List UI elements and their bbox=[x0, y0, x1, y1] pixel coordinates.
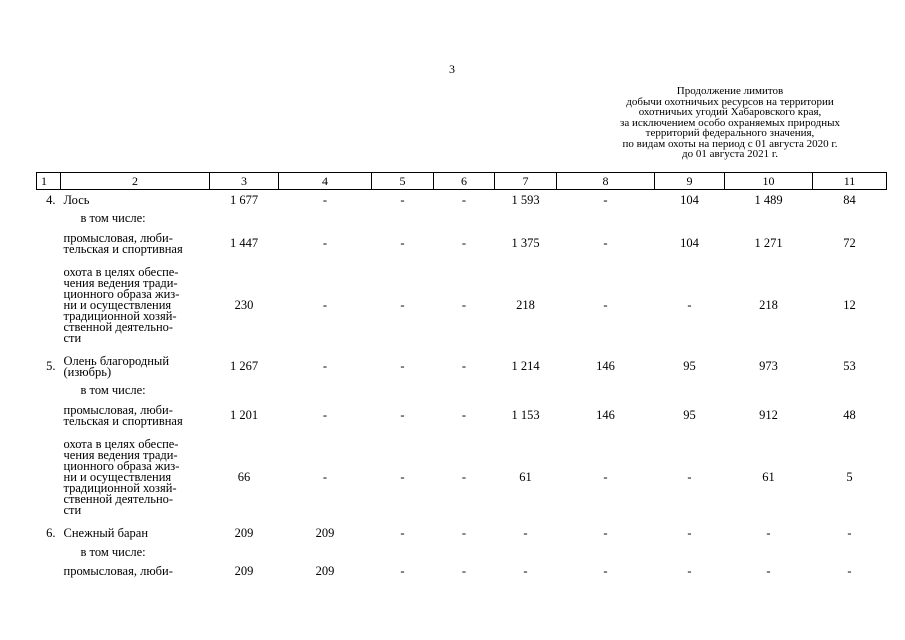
row-number bbox=[37, 562, 61, 582]
caption-line: Продолжение лимитов bbox=[676, 85, 784, 97]
name-line: ни и осуществления bbox=[63, 470, 172, 484]
name-line: в том числе: bbox=[80, 545, 146, 559]
name-line: Олень благородный bbox=[63, 353, 170, 368]
row-number bbox=[37, 544, 61, 562]
cell-col-8: - bbox=[603, 526, 608, 540]
cell-col-9 bbox=[655, 210, 725, 228]
species-name bbox=[61, 562, 210, 582]
table-caption bbox=[590, 86, 870, 160]
row-number bbox=[37, 260, 61, 352]
table-row bbox=[37, 544, 887, 562]
cell-col-5: - bbox=[400, 470, 405, 484]
cell-col-10 bbox=[725, 544, 813, 562]
cell-col-5: - bbox=[400, 193, 405, 208]
table-row bbox=[37, 432, 887, 524]
caption-line: добычи охотничьих ресурсов на территории bbox=[626, 95, 834, 108]
cell-col-7: 1 153 bbox=[511, 408, 540, 422]
name-line: Лось bbox=[63, 193, 90, 208]
cell-col-5: - bbox=[400, 526, 405, 540]
limits-table bbox=[36, 172, 887, 582]
cell-col-5 bbox=[372, 382, 434, 400]
cell-col-4: - bbox=[322, 470, 328, 484]
species-name bbox=[61, 228, 210, 260]
cell-col-3 bbox=[210, 210, 279, 228]
cell-col-4: 209 bbox=[315, 564, 335, 578]
cell-col-3: 209 bbox=[234, 526, 254, 540]
cell-col-5 bbox=[372, 210, 434, 228]
table-row bbox=[37, 524, 887, 544]
caption-line: за исключением особо охраняемых природных bbox=[619, 116, 841, 129]
cell-col-10 bbox=[725, 382, 813, 400]
cell-col-10: 61 bbox=[762, 470, 775, 484]
cell-col-10 bbox=[725, 210, 813, 228]
cell-col-8: - bbox=[603, 236, 608, 250]
column-header-7: 7 bbox=[495, 173, 557, 190]
cell-col-7: 218 bbox=[516, 298, 535, 312]
cell-col-10: - bbox=[766, 564, 771, 578]
subcategory-label bbox=[61, 382, 210, 400]
subcategory-label bbox=[61, 544, 210, 562]
species-name bbox=[61, 190, 210, 210]
name-line: охота в целях обеспе- bbox=[63, 265, 179, 279]
cell-col-6: - bbox=[461, 298, 467, 312]
cell-col-4: - bbox=[322, 236, 328, 250]
name-line: промысловая, люби- bbox=[63, 402, 173, 417]
cell-col-5: - bbox=[400, 564, 405, 578]
cell-col-11 bbox=[813, 544, 887, 562]
row-number bbox=[37, 228, 61, 260]
cell-col-11: 5 bbox=[846, 470, 853, 484]
cell-col-11 bbox=[813, 210, 887, 228]
cell-col-8: - bbox=[603, 470, 608, 484]
cell-col-7: - bbox=[523, 564, 528, 578]
cell-col-4: - bbox=[322, 359, 328, 373]
name-line: охота в целях обеспе- bbox=[63, 437, 179, 451]
cell-col-11: 84 bbox=[843, 193, 856, 208]
cell-col-6: - bbox=[461, 193, 467, 208]
row-number bbox=[37, 432, 61, 524]
table-row bbox=[37, 228, 887, 260]
cell-col-4 bbox=[279, 382, 372, 400]
cell-col-9 bbox=[655, 382, 725, 400]
table-row bbox=[37, 382, 887, 400]
cell-col-11 bbox=[813, 382, 887, 400]
table-row bbox=[37, 190, 887, 210]
cell-col-5: - bbox=[400, 236, 405, 250]
page-number: 3 bbox=[449, 62, 455, 76]
cell-col-11: 12 bbox=[843, 298, 856, 312]
cell-col-6 bbox=[434, 544, 495, 562]
cell-col-6: - bbox=[461, 359, 467, 373]
name-line: тельская и спортивная bbox=[63, 413, 183, 428]
name-line: промысловая, люби- bbox=[63, 564, 173, 578]
row-number: 6. bbox=[46, 526, 56, 540]
name-line: сти bbox=[63, 503, 82, 517]
cell-col-11: - bbox=[847, 526, 852, 540]
cell-col-8 bbox=[557, 544, 655, 562]
column-header-1: 1 bbox=[37, 173, 61, 190]
cell-col-6: - bbox=[461, 236, 467, 250]
cell-col-11: 53 bbox=[843, 359, 856, 373]
cell-col-9: 104 bbox=[680, 193, 699, 208]
cell-col-7: 61 bbox=[519, 470, 532, 484]
row-number: 5. bbox=[46, 359, 56, 373]
cell-col-8: - bbox=[603, 193, 608, 208]
column-header-6: 6 bbox=[434, 173, 495, 190]
row-number: 4. bbox=[46, 193, 56, 208]
name-line: сти bbox=[63, 331, 82, 345]
cell-col-3: 1 447 bbox=[229, 236, 259, 250]
name-line: тельская и спортивная bbox=[63, 241, 183, 256]
name-line: чения ведения тради- bbox=[63, 276, 178, 290]
name-line: ственной деятельно- bbox=[63, 320, 174, 334]
caption-line: до 01 августа 2021 г. bbox=[682, 148, 778, 160]
name-line: традиционной хозяй- bbox=[63, 309, 177, 323]
cell-col-7: 1 375 bbox=[511, 236, 540, 250]
name-line: в том числе: bbox=[80, 383, 146, 397]
cell-col-9: - bbox=[687, 564, 692, 578]
column-header-9: 9 bbox=[655, 173, 725, 190]
name-line: традиционной хозяй- bbox=[63, 481, 177, 495]
cell-col-5: - bbox=[400, 359, 405, 373]
name-line: (изюбрь) bbox=[63, 364, 112, 379]
cell-col-9: 95 bbox=[683, 408, 696, 422]
cell-col-3: 209 bbox=[234, 564, 254, 578]
cell-col-5: - bbox=[400, 408, 405, 422]
cell-col-6: - bbox=[461, 564, 467, 578]
cell-col-4 bbox=[279, 544, 372, 562]
cell-col-9: - bbox=[687, 298, 692, 312]
table-row bbox=[37, 562, 887, 582]
column-header-8: 8 bbox=[557, 173, 655, 190]
cell-col-9 bbox=[655, 544, 725, 562]
species-name bbox=[61, 400, 210, 432]
table-row bbox=[37, 210, 887, 228]
cell-col-6: - bbox=[461, 526, 467, 540]
cell-col-10: 973 bbox=[759, 359, 778, 373]
cell-col-4: - bbox=[322, 298, 328, 312]
cell-col-7: 1 214 bbox=[511, 359, 540, 373]
table-row bbox=[37, 352, 887, 382]
table-body bbox=[37, 190, 887, 582]
column-header-11: 11 bbox=[813, 173, 887, 190]
row-number bbox=[37, 210, 61, 228]
name-line: ционного образа жиз- bbox=[63, 459, 180, 473]
row-number bbox=[37, 400, 61, 432]
cell-col-4: - bbox=[322, 408, 328, 422]
cell-col-4: - bbox=[322, 193, 328, 208]
cell-col-8 bbox=[557, 210, 655, 228]
cell-col-11: 72 bbox=[843, 236, 856, 250]
cell-col-3: 66 bbox=[237, 470, 251, 484]
cell-col-4 bbox=[279, 210, 372, 228]
name-line: Снежный баран bbox=[63, 526, 149, 540]
cell-col-8: 146 bbox=[596, 359, 615, 373]
cell-col-10: 1 489 bbox=[754, 193, 783, 208]
cell-col-9: 95 bbox=[683, 359, 696, 373]
cell-col-5: - bbox=[400, 298, 405, 312]
cell-col-11: 48 bbox=[843, 408, 856, 422]
cell-col-10: 912 bbox=[759, 408, 778, 422]
species-name bbox=[61, 352, 210, 382]
table-header bbox=[37, 173, 887, 190]
table-row bbox=[37, 260, 887, 352]
cell-col-7: - bbox=[523, 526, 528, 540]
cell-col-3: 1 677 bbox=[229, 193, 259, 208]
cell-col-10: 1 271 bbox=[754, 236, 783, 250]
caption-line: территорий федерального значения, bbox=[645, 127, 815, 139]
cell-col-7 bbox=[495, 210, 557, 228]
name-line: промысловая, люби- bbox=[63, 230, 173, 245]
name-line: ни и осуществления bbox=[63, 298, 172, 312]
caption-line: по видам охоты на период с 01 августа 2020 г. bbox=[622, 137, 838, 150]
species-name bbox=[61, 260, 210, 352]
name-line: чения ведения тради- bbox=[63, 448, 178, 462]
cell-col-8 bbox=[557, 382, 655, 400]
cell-col-5 bbox=[372, 544, 434, 562]
cell-col-7: 1 593 bbox=[511, 193, 540, 208]
column-header-3: 3 bbox=[210, 173, 279, 190]
column-header-10: 10 bbox=[725, 173, 813, 190]
cell-col-3: 230 bbox=[234, 298, 254, 312]
cell-col-6: - bbox=[461, 470, 467, 484]
cell-col-6 bbox=[434, 382, 495, 400]
subcategory-label bbox=[61, 210, 210, 228]
cell-col-10: - bbox=[766, 526, 771, 540]
column-header-2: 2 bbox=[61, 173, 210, 190]
cell-col-9: - bbox=[687, 470, 692, 484]
cell-col-7 bbox=[495, 382, 557, 400]
table-row bbox=[37, 400, 887, 432]
cell-col-3 bbox=[210, 544, 279, 562]
cell-col-8: - bbox=[603, 564, 608, 578]
name-line: ционного образа жиз- bbox=[63, 287, 180, 301]
caption-line: охотничьих угодий Хабаровского края, bbox=[638, 106, 822, 118]
cell-col-4: 209 bbox=[315, 526, 335, 540]
name-line: ственной деятельно- bbox=[63, 492, 174, 506]
cell-col-10: 218 bbox=[759, 298, 778, 312]
cell-col-7 bbox=[495, 544, 557, 562]
species-name bbox=[61, 432, 210, 524]
cell-col-9: - bbox=[687, 526, 692, 540]
cell-col-9: 104 bbox=[680, 236, 699, 250]
cell-col-3: 1 267 bbox=[229, 359, 259, 373]
cell-col-3: 1 201 bbox=[229, 408, 259, 422]
cell-col-11: - bbox=[847, 564, 852, 578]
name-line: в том числе: bbox=[80, 211, 146, 225]
column-header-4: 4 bbox=[279, 173, 372, 190]
row-number bbox=[37, 382, 61, 400]
cell-col-6 bbox=[434, 210, 495, 228]
species-name bbox=[61, 524, 210, 544]
cell-col-8: - bbox=[603, 298, 608, 312]
cell-col-3 bbox=[210, 382, 279, 400]
cell-col-6: - bbox=[461, 408, 467, 422]
column-header-5: 5 bbox=[372, 173, 434, 190]
cell-col-8: 146 bbox=[596, 408, 615, 422]
